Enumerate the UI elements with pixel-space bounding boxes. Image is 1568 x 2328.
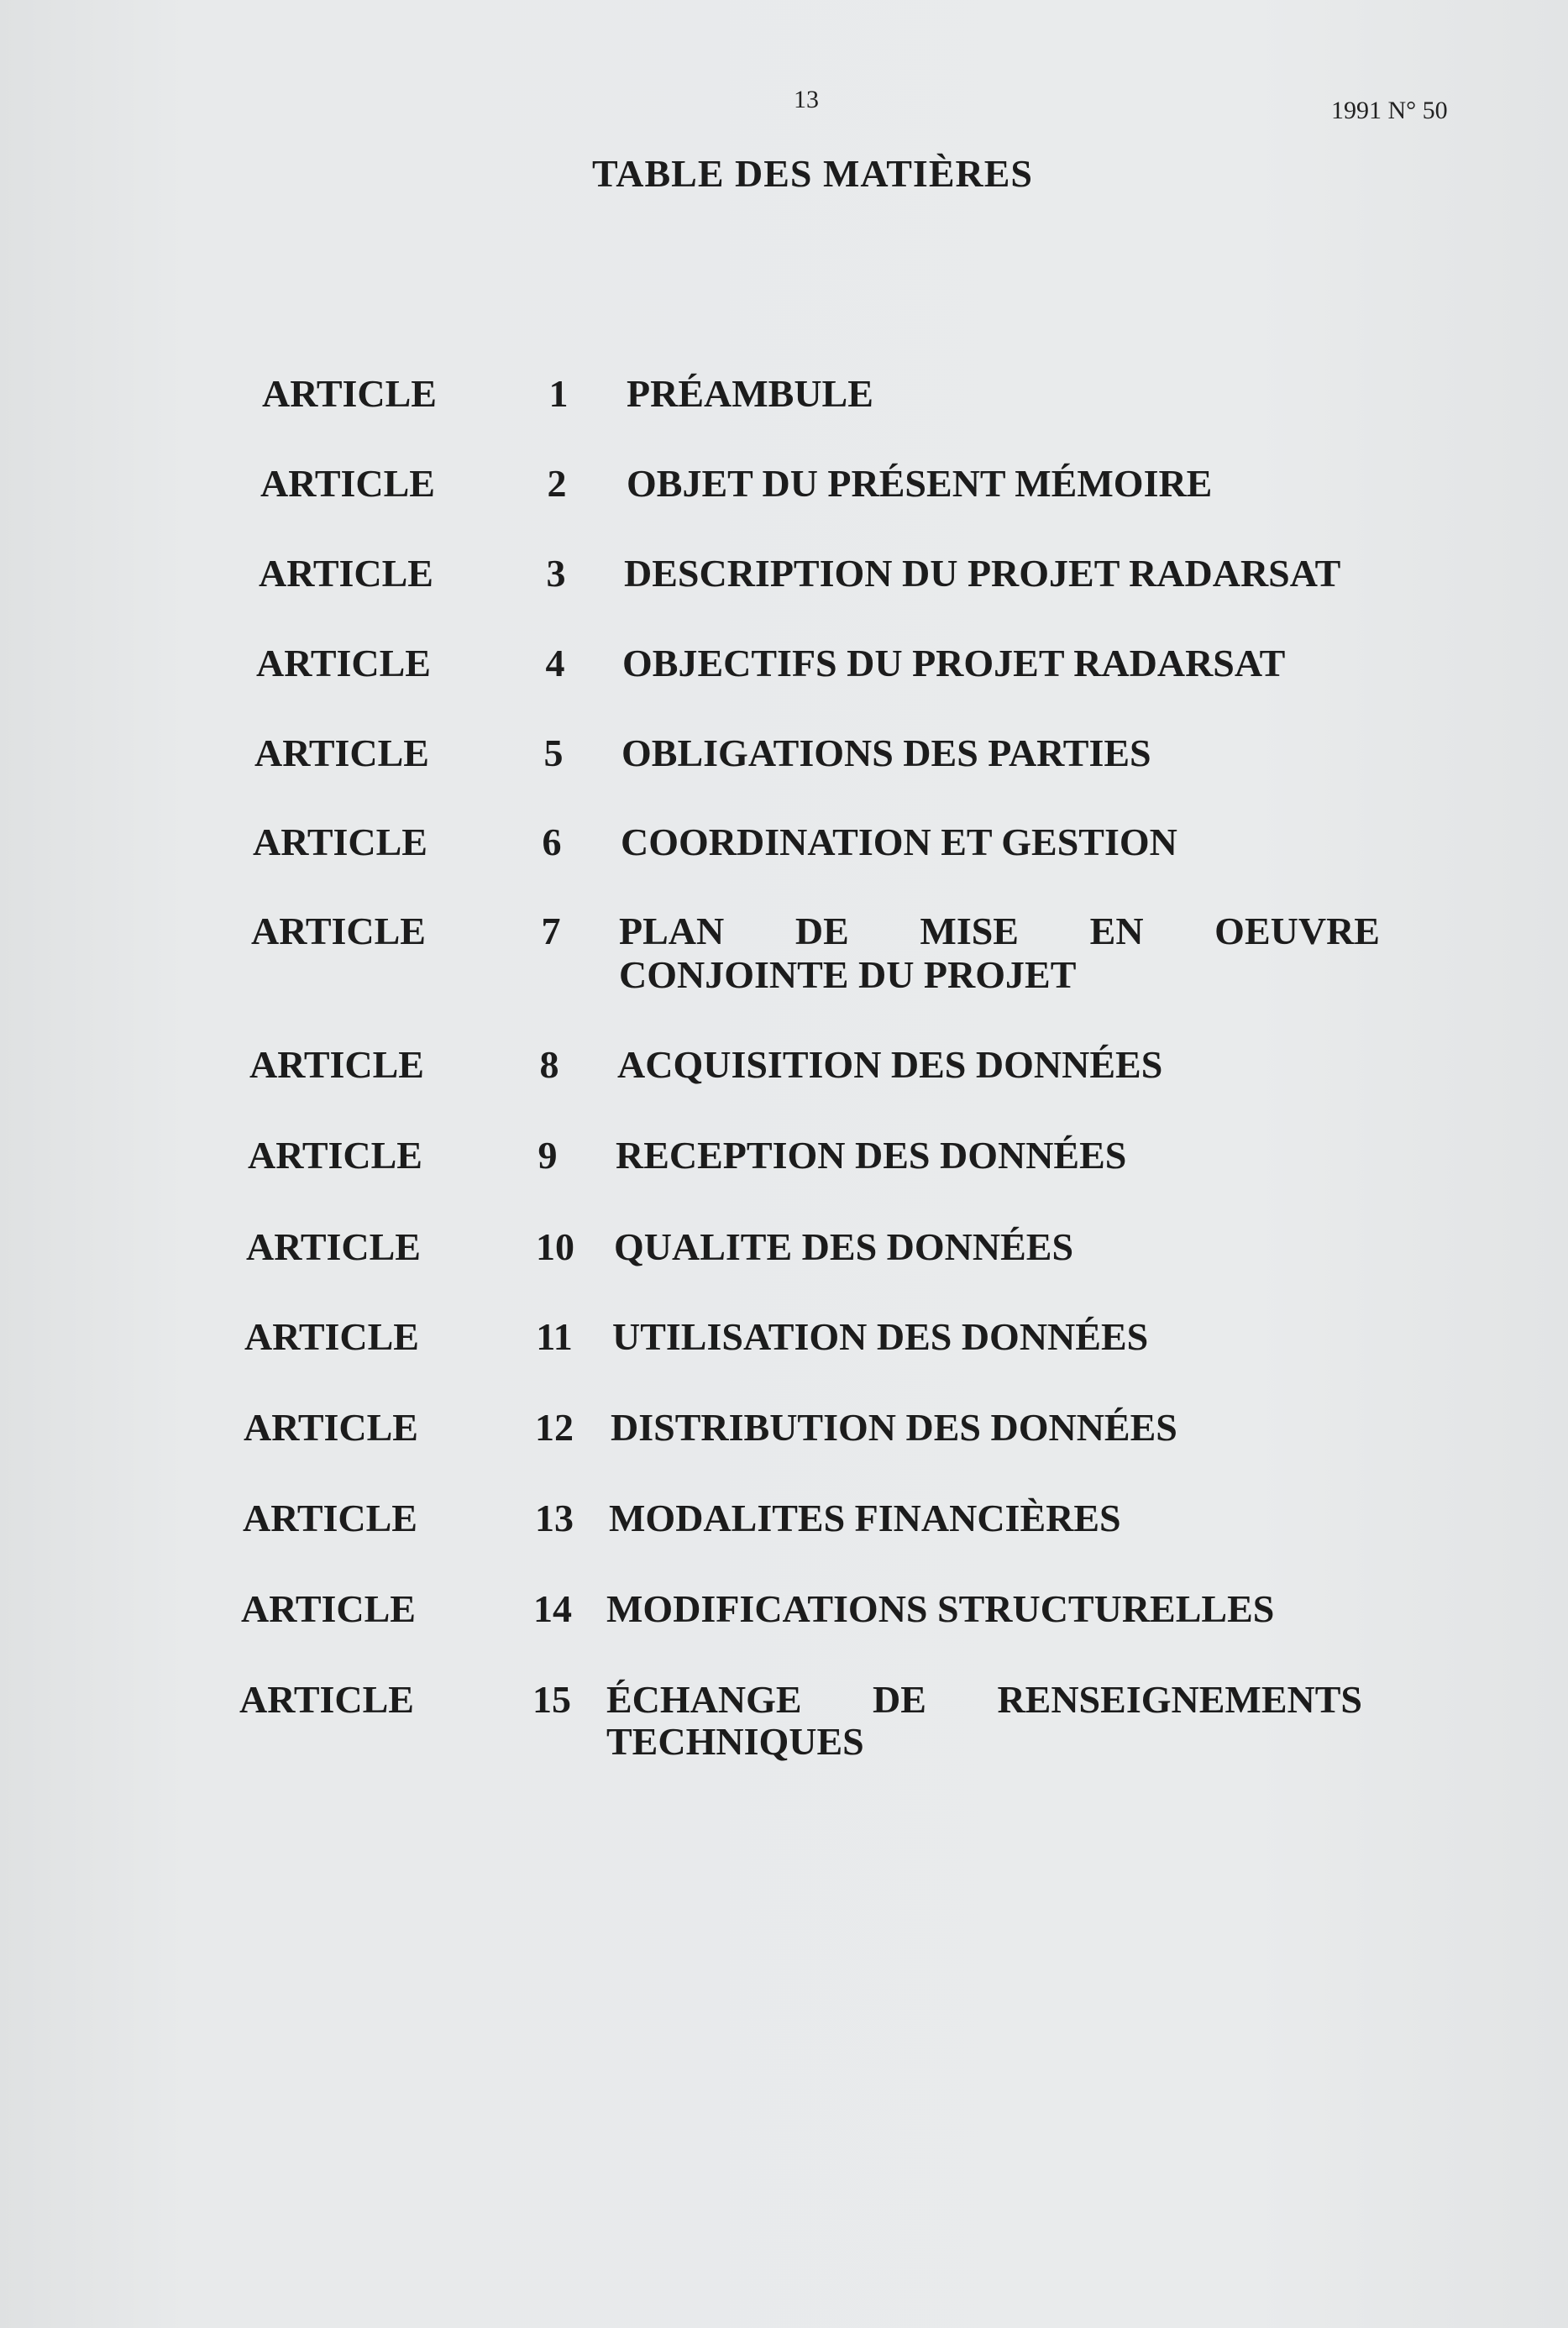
article-number: 5 xyxy=(543,731,564,774)
issue-reference: 1991 N° 50 xyxy=(1331,97,1448,124)
article-number: 1 xyxy=(548,372,569,415)
article-label: ARTICLE xyxy=(239,1678,414,1721)
article-label: ARTICLE xyxy=(262,372,437,415)
article-number: 12 xyxy=(535,1406,574,1449)
article-number: 6 xyxy=(542,821,562,863)
article-label: ARTICLE xyxy=(249,1043,424,1086)
article-number: 14 xyxy=(533,1587,572,1630)
article-label: ARTICLE xyxy=(253,821,427,863)
article-heading: OBLIGATIONS DES PARTIES xyxy=(621,731,1151,774)
article-number: 13 xyxy=(535,1497,574,1539)
article-label: ARTICLE xyxy=(244,1406,418,1449)
article-number: 7 xyxy=(541,910,561,952)
article-heading: MODALITES FINANCIÈRES xyxy=(609,1497,1121,1539)
page-number: 13 xyxy=(794,86,819,113)
article-heading: MODIFICATIONS STRUCTURELLES xyxy=(606,1587,1275,1630)
article-number: 8 xyxy=(539,1043,559,1086)
article-label: ARTICLE xyxy=(248,1134,422,1177)
article-heading: OBJET DU PRÉSENT MÉMOIRE xyxy=(627,462,1213,505)
article-number: 10 xyxy=(536,1225,574,1268)
article-label: ARTICLE xyxy=(259,552,433,595)
article-heading-continuation: TECHNIQUES xyxy=(606,1720,864,1763)
article-label: ARTICLE xyxy=(256,642,431,684)
article-number: 3 xyxy=(546,552,566,595)
article-number: 11 xyxy=(536,1315,573,1358)
article-heading: COORDINATION ET GESTION xyxy=(621,821,1177,863)
article-heading: ACQUISITION DES DONNÉES xyxy=(617,1043,1163,1086)
article-heading: RECEPTION DES DONNÉES xyxy=(616,1134,1127,1177)
article-label: ARTICLE xyxy=(244,1315,419,1358)
article-heading: DISTRIBUTION DES DONNÉES xyxy=(611,1406,1177,1449)
article-label: ARTICLE xyxy=(254,731,429,774)
article-label: ARTICLE xyxy=(260,462,435,505)
article-heading-continuation: CONJOINTE DU PROJET xyxy=(619,953,1077,996)
article-heading: UTILISATION DES DONNÉES xyxy=(612,1315,1149,1358)
article-heading: DESCRIPTION DU PROJET RADARSAT xyxy=(624,552,1341,595)
article-heading: ÉCHANGE DE RENSEIGNEMENTS xyxy=(606,1678,1362,1721)
table-of-contents-title: TABLE DES MATIÈRES xyxy=(592,152,1033,195)
article-number: 2 xyxy=(547,462,567,505)
article-heading: PRÉAMBULE xyxy=(627,372,873,415)
article-heading: OBJECTIFS DU PROJET RADARSAT xyxy=(622,642,1286,684)
article-label: ARTICLE xyxy=(243,1497,417,1539)
article-label: ARTICLE xyxy=(246,1225,421,1268)
article-number: 4 xyxy=(545,642,565,684)
article-number: 9 xyxy=(538,1134,558,1177)
article-label: ARTICLE xyxy=(241,1587,416,1630)
article-heading: QUALITE DES DONNÉES xyxy=(614,1225,1074,1268)
article-heading: PLAN DE MISE EN OEUVRE xyxy=(619,910,1380,952)
article-label: ARTICLE xyxy=(251,910,426,952)
article-number: 15 xyxy=(532,1678,571,1721)
